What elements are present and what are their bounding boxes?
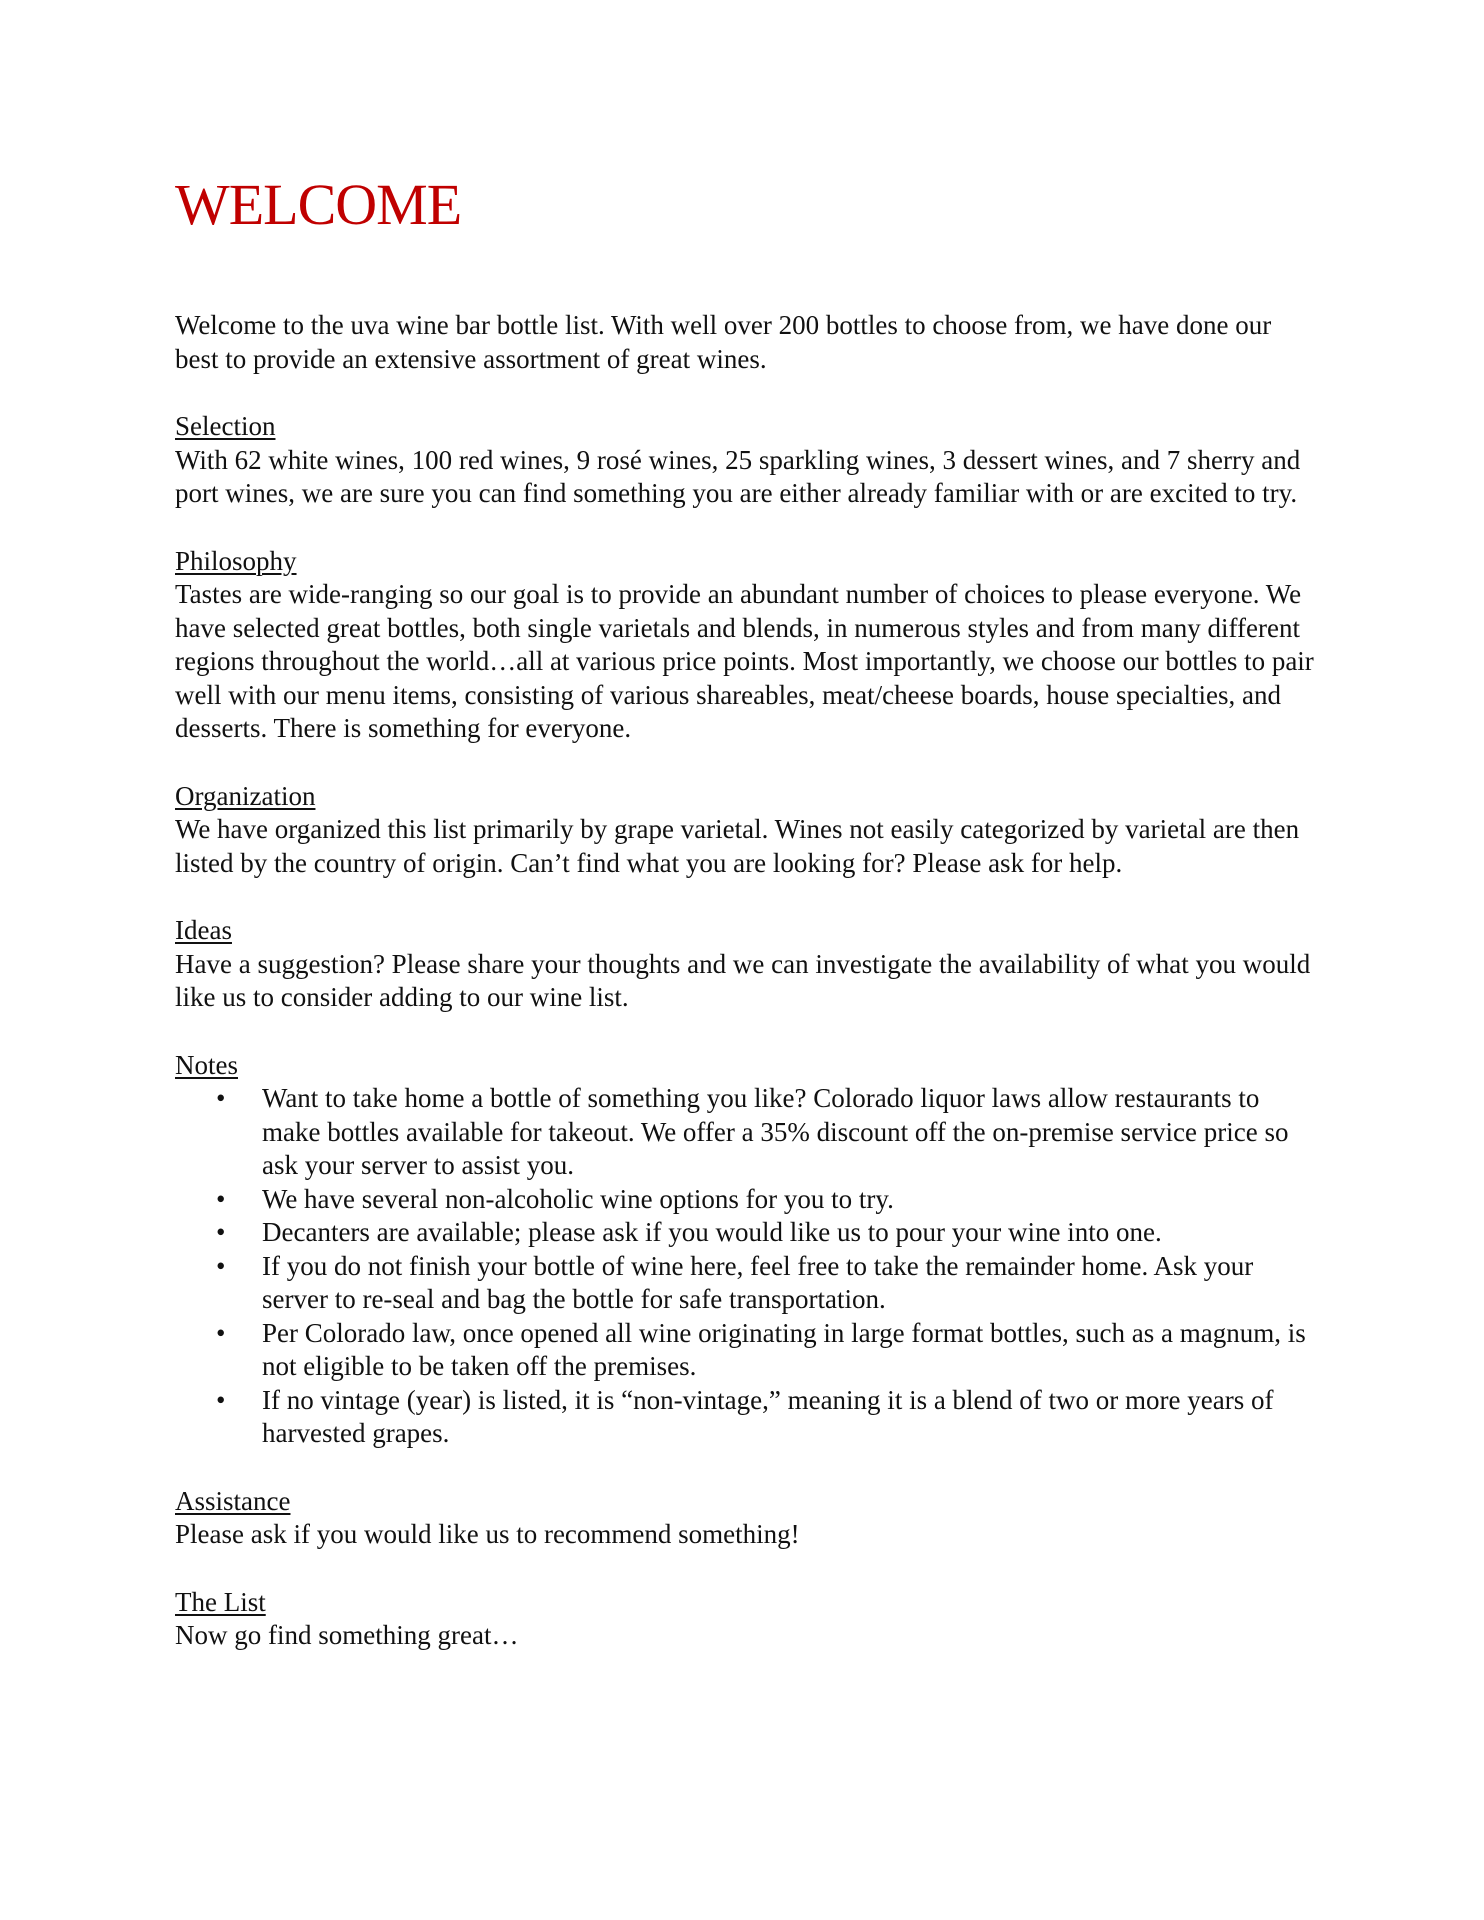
section-body-organization: We have organized this list primarily by grape varietal. Wines not easily categorized by varietal are then listed by the country of origin. Can’t find what you are looking for? Please ask for help. [175, 814, 1300, 878]
section-heading-philosophy: Philosophy [175, 545, 297, 576]
section-heading-selection: Selection [175, 411, 276, 441]
list-item [175, 1384, 1315, 1451]
section-assistance [175, 1485, 1315, 1552]
section-heading-ideas: Ideas [175, 915, 232, 945]
list-item [175, 1250, 1315, 1317]
list-item-text: Per Colorado law, once opened all wine originating in large format bottles, such as a magnum, is not eligible to be taken off the premises. [262, 1317, 1306, 1381]
section-body-selection: With 62 white wines, 100 red wines, 9 rosé wines, 25 sparkling wines, 3 dessert wines, and 7 sherry and port wines, we are sure you can find something you are either already familiar with or are excited to try. [175, 444, 1301, 508]
section-heading-notes: Notes [175, 1049, 238, 1080]
section-heading-assistance: Assistance [175, 1485, 291, 1516]
section-selection [175, 410, 1315, 511]
section-philosophy [175, 545, 1315, 746]
section-heading-organization: Organization [175, 780, 316, 811]
section-ideas [175, 914, 1315, 1015]
list-item-text: If you do not finish your bottle of wine here, feel free to take the remainder home. Ask your server to re-seal and bag the bottle for safe transportation. [262, 1250, 1254, 1314]
page-title: WELCOME [175, 172, 462, 237]
list-item [175, 1082, 1315, 1183]
section-body-the-list: Now go find something great… [175, 1620, 519, 1650]
section-the-list [175, 1586, 1315, 1653]
list-item [175, 1216, 1315, 1250]
list-item [175, 1183, 1315, 1217]
section-body-ideas: Have a suggestion? Please share your thoughts and we can investigate the availability of what you would like us to consider adding to our wine list. [175, 948, 1311, 1012]
section-body-assistance: Please ask if you would like us to recommend something! [175, 1519, 800, 1549]
section-organization [175, 780, 1315, 881]
document-body [175, 309, 1315, 1687]
list-item-text: Want to take home a bottle of something you like? Colorado liquor laws allow restaurants to make bottles available for takeout. We offer a 35% discount off the on-premise service price so ask your server to assist you. [262, 1083, 1289, 1180]
bullet-icon: • [216, 1250, 226, 1281]
bullet-icon: • [216, 1317, 226, 1348]
bullet-icon: • [216, 1083, 226, 1113]
bullet-icon: • [216, 1217, 226, 1247]
list-item-text: If no vintage (year) is listed, it is “non-vintage,” meaning it is a blend of two or more years of harvested grapes. [262, 1384, 1274, 1448]
list-item-text: We have several non-alcoholic wine options for you to try. [262, 1183, 894, 1214]
intro-paragraph: Welcome to the uva wine bar bottle list. With well over 200 bottles to choose from, we have done our best to provide an extensive assortment of great wines. [175, 310, 1272, 374]
section-notes [175, 1049, 1315, 1451]
notes-list [175, 1082, 1315, 1451]
section-body-philosophy: Tastes are wide-ranging so our goal is to provide an abundant number of choices to please everyone. We have selected great bottles, both single varietals and blends, in numerous styles and from many different regions throughout the world…all at various price points. Most importantly, we choose our bottles to pair well with our menu items, consisting of various shareables, meat/cheese boards, house specialties, and desserts. There is something for everyone. [175, 579, 1314, 743]
section-heading-the-list: The List [175, 1586, 266, 1617]
list-item-text: Decanters are available; please ask if you would like us to pour your wine into one. [262, 1217, 1162, 1247]
bullet-icon: • [216, 1183, 226, 1214]
list-item [175, 1317, 1315, 1384]
bullet-icon: • [216, 1384, 226, 1415]
